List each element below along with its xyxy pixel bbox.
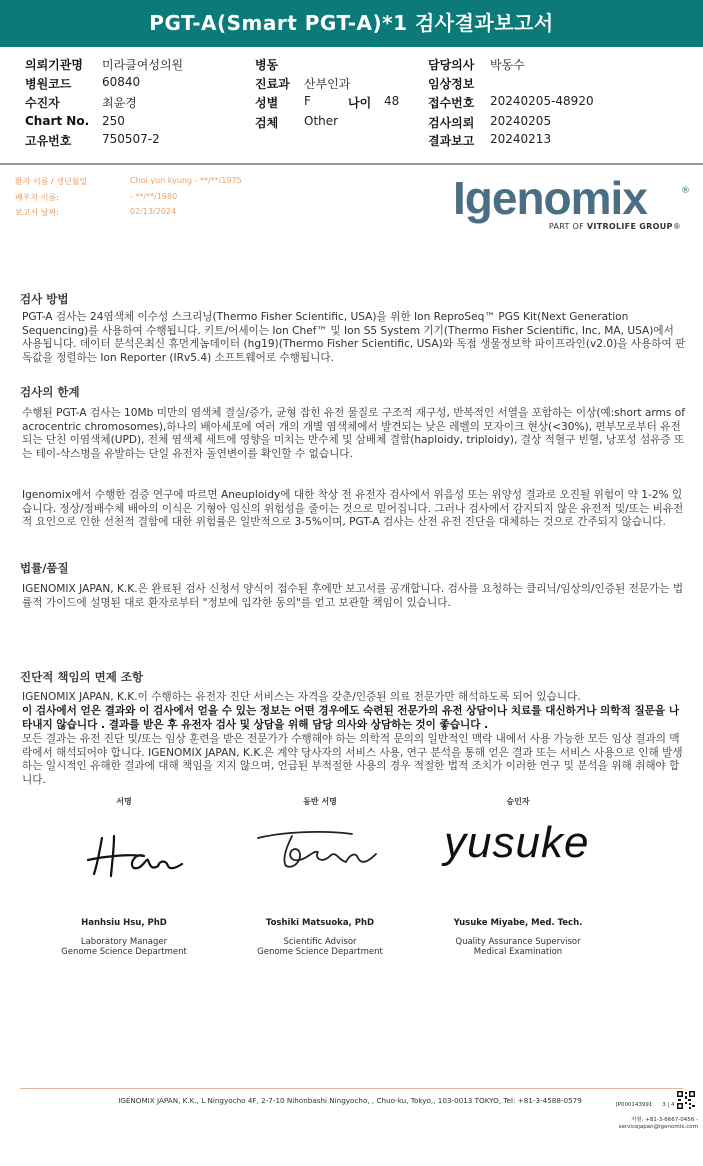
- signature-1-role: Laboratory Manager: [80, 937, 168, 947]
- signature-2-name: Toshiki Matsuoka, PhD: [265, 918, 375, 928]
- limits-text-1: 수행된 PGT-A 검사는 10Mb 미만의 염색체 결실/증가, 균형 잡힌 유전 물질로 구조적 재구성, 반복적인 서열을 포함하는 이상(예:short arms of acrocentric chromosomes),하나의 배아세포에 여러 개의 개별 염색체에서 발견되는 낮은 레벨의 모자이크 현상(<30%), 편부모로부터 유전되는 단친 이염색체(UPD), 전체 염색체 세트에 영향을 미치는 반수체 및 삼배체 결함(haploidy, triploidy), 결상 적혈구 빈혈, 낭포성 섬유증 또는 테이-삭스병을 유발하는 단일 유전자 돌연변이를 확인할 수 없습니다.: [22, 407, 685, 460]
- hospital-label: 의뢰기관명: [25, 58, 83, 72]
- footer-contact-phone: 지원: +81-3-6667-0456 -: [630, 1117, 698, 1123]
- signature-1-name: Hanhsiu Hsu, PhD: [81, 918, 167, 928]
- patient-name-value: Choi yun kyung - **/**/1975: [130, 176, 242, 185]
- logo-wordmark: Igenomix: [453, 172, 647, 224]
- ward-label: 병동: [255, 58, 279, 72]
- chart-value: 250: [102, 114, 125, 128]
- patient-info-grid: [0, 52, 703, 157]
- signature-block-3: [408, 796, 628, 807]
- footer-doc-number: JP000143991: [616, 1102, 653, 1108]
- receipt-value: 20240205-48920: [490, 94, 594, 108]
- report-date-label-en: 보고서 날짜:: [15, 208, 59, 217]
- footer-contact: [612, 1117, 698, 1131]
- signature-block-1: [14, 796, 234, 807]
- signature-2-role: Scientific Advisor: [283, 937, 357, 947]
- footer-page-number: 3 | 4: [662, 1102, 675, 1108]
- spouse-name-label: 배우자 이름:: [15, 193, 59, 202]
- footer-contact-email: servicejapan@igenomix.com: [618, 1124, 698, 1130]
- signature-2-dept: Genome Science Department: [257, 947, 383, 957]
- limits-text-2: Igenomix에서 수행한 검증 연구에 따르면 Aneuploidy에 대한 착상 전 유전자 검사에서 위음성 또는 위양성 결과로 오진될 위험이 약 1-2% 있습니다. 정상/정배수체 배아의 이식은 기형아 임신의 위험성을 줄이는 것으로 믿어집니다. 그러나 검사에서 감지되지 않은 유전적 및/또는 비유전적 요인으로 인한 선천적 결함에 대한 위험률은 일반적으로 3-5%이며, PGT-A 검사는 산전 유전 진단을 대체하는 것으로 간주되지 않습니다.: [22, 489, 684, 529]
- clinical-label: 임상정보: [428, 77, 475, 91]
- method-text: PGT-A 검사는 24염색체 이수성 스크리닝(Thermo Fisher Scientific, USA)을 위한 Ion ReproSeq™ PGS Kit(Next Generation Sequencing)를 사용하여 수행됩니다. 키트/어세이는 Ion Chef™ 및 Ion S5 System 기기(Thermo Fisher Scientific, Inc, MA, USA)에서 사용됩니다. 데이터 분석은최신 휴먼게놈데이터 (hg19)(Thermo Fisher Scientific, USA)와 독점 생물정보학 파이프라인(v2.0)을 사용하여 판독값을 정렬하는 Ion Reporter (IRv5.4) 소프트웨어로 수행됩니다.: [22, 311, 686, 364]
- specimen-value: Other: [304, 114, 339, 128]
- logo-subtitle-prefix: PART OF: [548, 222, 587, 231]
- unique-value: 750507-2: [102, 132, 160, 146]
- report-date-label: 결과보고: [428, 134, 475, 148]
- signature-3-dept: Medical Examination: [473, 947, 563, 957]
- patient-label: 수진자: [25, 96, 60, 110]
- logo-subtitle: [549, 222, 681, 231]
- chart-label: Chart No.: [25, 114, 90, 128]
- signature-3-handwriting: yusuke: [444, 818, 590, 867]
- code-value: 60840: [102, 75, 141, 89]
- request-value: 20240205: [490, 114, 552, 128]
- doctor-label: 담당의사: [428, 58, 475, 72]
- age-value: 48: [384, 94, 400, 108]
- receipt-label: 접수번호: [428, 96, 475, 110]
- age-label: 나이: [348, 96, 372, 110]
- request-label: 검사의뢰: [428, 116, 475, 130]
- disclaimer-text-2: 모든 결과는 유전 진단 및/또는 임상 훈련을 받은 전문가가 수행해야 하는 의학적 문의의 일반적인 맥락 내에서 사용 가능한 모든 임상 결과의 맥락에서 해석되어야 합니다. IGENOMIX JAPAN, K.K.은 계약 당사자의 서비스 사용, 연구 분석을 통해 얻은 결과 또는 서비스 사용으로 인해 발생하는 일시적인 유해한 결과에 대해 책임을 지지 않으며, 언급된 부적절한 사용의 경우 적절한 법적 조치가 이러한 연구 및 분석을 위해 취해야 합니다.: [22, 733, 683, 786]
- patient-value: 최윤경: [102, 96, 137, 110]
- spouse-name-value: - **/**/1980: [130, 192, 178, 201]
- law-heading: 법률/품질: [20, 561, 69, 575]
- signature-3-name: Yusuke Miyabe, Med. Tech.: [453, 918, 583, 928]
- qr-code-icon: [676, 1090, 696, 1110]
- code-label: 병원코드: [25, 77, 72, 91]
- patient-name-label: 환자 이름 / 생년월일: [15, 177, 88, 186]
- sex-label: 성별: [255, 96, 279, 110]
- logo-subtitle-brand: VITROLIFE GROUP: [586, 222, 673, 231]
- disclaimer-heading: 진단적 책임의 면제 조항: [20, 670, 144, 684]
- disclaimer-text-1: IGENOMIX JAPAN, K.K.이 수행하는 유전자 진단 서비스는 자격을 갖춘/인증된 의료 전문가만 해석하도록 되어 있습니다.: [22, 691, 581, 703]
- report-date-value: 20240213: [490, 132, 552, 146]
- signature-1-handwriting: [84, 826, 184, 882]
- dept-value: 산부인과: [304, 77, 351, 91]
- disclaimer-bold-text: 이 검사에서 얻은 결과와 이 검사에서 얻을 수 있는 정보는 어떤 경우에도 숙련된 전문가의 유전 상담이나 치료를 대신하거나 의학적 질문을 나타내지 않습니다 . 결과를 받은 후 유전자 검사 및 상담을 위해 담당 의사와 상담하는 것이 좋습니다 .: [22, 705, 680, 731]
- report-title: PGT-A(Smart PGT-A)*1 검사결과보고서: [0, 0, 703, 47]
- signature-3-info: [408, 918, 628, 957]
- footer-divider: [20, 1088, 683, 1089]
- signature-2-handwriting: [252, 826, 382, 876]
- signature-2-title: 동반 서명: [303, 797, 337, 806]
- signature-2-info: [210, 918, 430, 957]
- signature-block-2: [210, 796, 430, 807]
- header-divider: [0, 163, 703, 165]
- limits-heading: 검사의 한계: [20, 385, 80, 399]
- signature-3-role: Quality Assurance Supervisor: [455, 937, 581, 947]
- signature-1-dept: Genome Science Department: [61, 947, 187, 957]
- signature-1-info: [14, 918, 234, 957]
- doctor-value: 박동수: [490, 58, 525, 72]
- signature-1-title: 서명: [116, 797, 132, 806]
- specimen-label: 검체: [255, 116, 279, 130]
- footer-doc-id: [616, 1102, 675, 1108]
- igenomix-logo: [453, 172, 693, 234]
- hospital-value: 미라클여성의원: [102, 58, 184, 72]
- footer-address: IGENOMIX JAPAN, K.K., L Ningyocho 4F, 2-7-10 Nihonbashi Ningyocho, , Chuo-ku, Tokyo,, 103-0013 TOKYO, Tel: +81-3-4588-0579: [118, 1096, 582, 1105]
- sex-value: F: [304, 94, 311, 108]
- signature-3-title: 승인자: [506, 797, 530, 806]
- method-heading: 검사 방법: [20, 292, 69, 306]
- law-text: IGENOMIX JAPAN, K.K.은 완료된 검사 신청서 양식이 접수된 후에만 보고서를 공개합니다. 검사를 요청하는 클리닉/임상의/인증된 전문가는 법률적 가이드에 설명된 대로 환자로부터 "정보에 입각한 동의"를 얻고 보관할 책임이 있습니다.: [22, 583, 684, 609]
- logo-registered-mark: ®: [681, 186, 690, 196]
- logo-subtitle-tm: ®: [672, 222, 681, 231]
- unique-label: 고유번호: [25, 134, 72, 148]
- dept-label: 진료과: [255, 77, 290, 91]
- report-date-value-en: 02/13/2024: [130, 207, 177, 216]
